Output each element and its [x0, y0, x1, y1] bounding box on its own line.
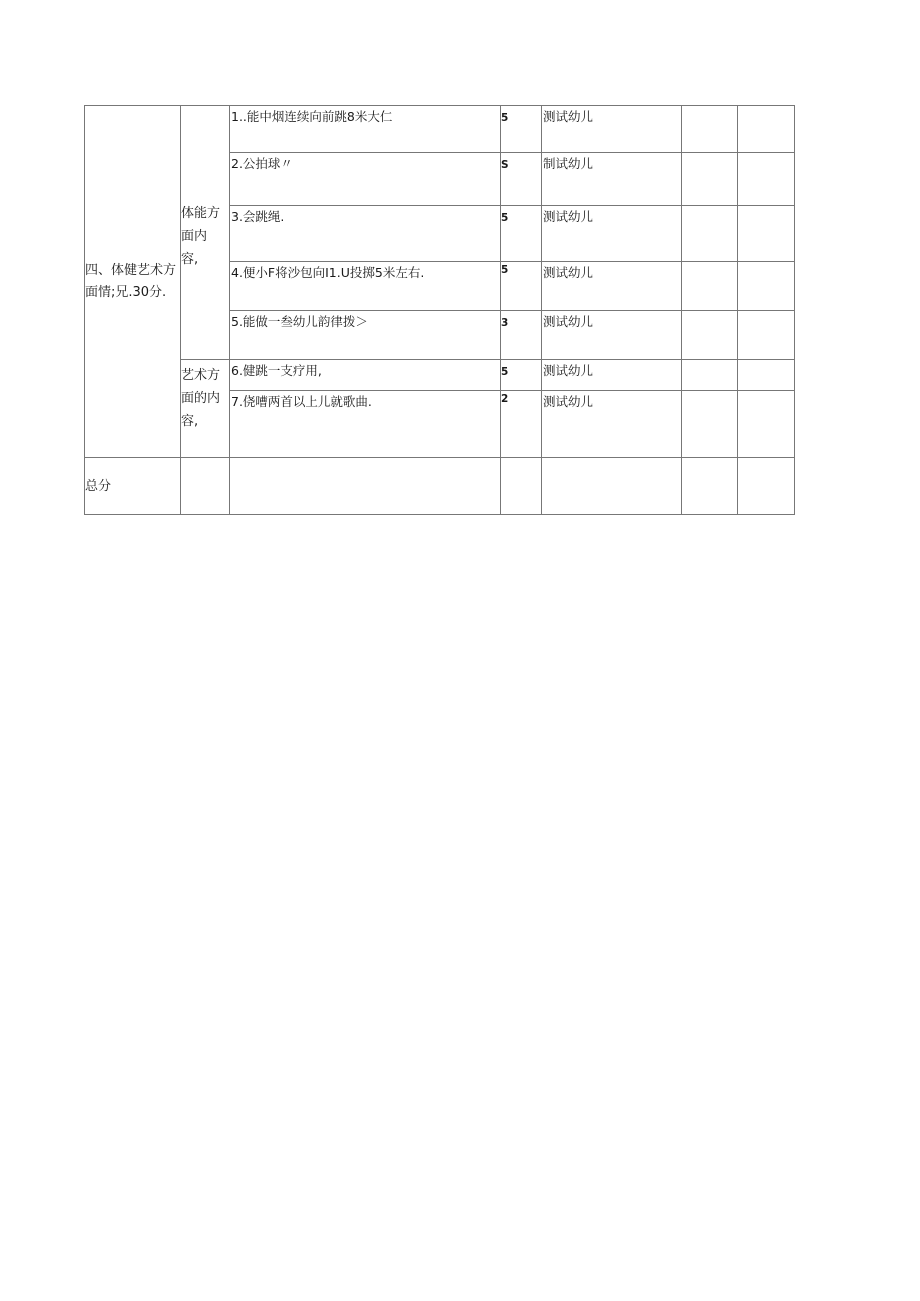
subcategory-label-line2: 面的内	[181, 391, 221, 406]
subcategory-art-cell	[181, 360, 230, 458]
item-method: 测试幼儿	[543, 363, 594, 378]
item-text-cell	[230, 391, 501, 458]
item-score-cell	[501, 106, 542, 153]
blank-cell	[181, 458, 230, 515]
item-method-cell	[542, 262, 682, 311]
item-score: 5	[501, 112, 509, 124]
blank-cell	[682, 391, 738, 458]
item-score-cell	[501, 391, 542, 458]
item-method-cell	[542, 206, 682, 262]
item-score-cell	[501, 206, 542, 262]
item-method: 制试幼儿	[543, 156, 594, 171]
blank-cell	[542, 458, 682, 515]
item-score: S	[501, 159, 509, 171]
subcategory-label-line3: 容,	[181, 252, 199, 267]
subcategory-physical-cell	[181, 106, 230, 360]
item-text-cell	[230, 311, 501, 360]
item-text-cell	[230, 360, 501, 391]
item-score: 5	[501, 264, 509, 276]
category-label-line2: 面情;兄.30分.	[85, 284, 167, 300]
item-method: 测试幼儿	[543, 209, 594, 224]
item-score: 5	[501, 366, 509, 378]
item-text: 7.侥嘈两首以上儿就歌曲.	[231, 394, 372, 409]
item-method-cell	[542, 153, 682, 206]
blank-cell	[738, 262, 795, 311]
item-text-cell	[230, 206, 501, 262]
blank-cell	[682, 458, 738, 515]
subcategory-label-line1: 体能方	[181, 206, 221, 221]
item-score: 3	[501, 317, 509, 329]
category-cell	[85, 106, 181, 458]
blank-cell	[682, 206, 738, 262]
item-score-cell	[501, 262, 542, 311]
item-text: 6.健跳一支疗用,	[231, 363, 322, 378]
item-method: 测试幼儿	[543, 394, 594, 409]
blank-cell	[682, 106, 738, 153]
blank-cell	[501, 458, 542, 515]
total-label-cell	[85, 458, 181, 515]
blank-cell	[738, 391, 795, 458]
item-method-cell	[542, 360, 682, 391]
category-label-line1: 四、体健艺术方	[85, 262, 177, 278]
item-text: 2.公拍球〃	[231, 156, 293, 171]
blank-cell	[738, 153, 795, 206]
item-method: 测试幼儿	[543, 314, 594, 329]
blank-cell	[682, 262, 738, 311]
table-row	[85, 360, 795, 391]
blank-cell	[230, 458, 501, 515]
item-text-cell	[230, 106, 501, 153]
item-text-cell	[230, 153, 501, 206]
item-score-cell	[501, 311, 542, 360]
item-score: 2	[501, 393, 509, 405]
blank-cell	[682, 360, 738, 391]
item-text: 4.便小F将沙包向I1.U投掷5米左右.	[231, 265, 425, 280]
item-text: 3.会跳绳.	[231, 209, 285, 224]
item-method: 测试幼儿	[543, 265, 594, 280]
blank-cell	[738, 458, 795, 515]
blank-cell	[738, 206, 795, 262]
subcategory-label-line2: 面内	[181, 229, 208, 244]
item-method: 测试幼儿	[543, 109, 594, 124]
item-text-cell	[230, 262, 501, 311]
item-method-cell	[542, 391, 682, 458]
blank-cell	[682, 311, 738, 360]
item-method-cell	[542, 311, 682, 360]
subcategory-label-line1: 艺术方	[181, 368, 221, 383]
item-score: 5	[501, 212, 509, 224]
table-row	[85, 106, 795, 153]
blank-cell	[738, 360, 795, 391]
table-row-total	[85, 458, 795, 515]
subcategory-label-line3: 容,	[181, 414, 199, 429]
blank-cell	[682, 153, 738, 206]
item-score-cell	[501, 360, 542, 391]
total-label: 总分	[85, 478, 112, 494]
blank-cell	[738, 311, 795, 360]
item-text: 1..能中烟连续向前跳8米大仁	[231, 109, 393, 124]
item-method-cell	[542, 106, 682, 153]
item-score-cell	[501, 153, 542, 206]
assessment-table	[84, 105, 795, 515]
item-text: 5.能做一叁幼儿韵律拨＞	[231, 314, 368, 329]
blank-cell	[738, 106, 795, 153]
